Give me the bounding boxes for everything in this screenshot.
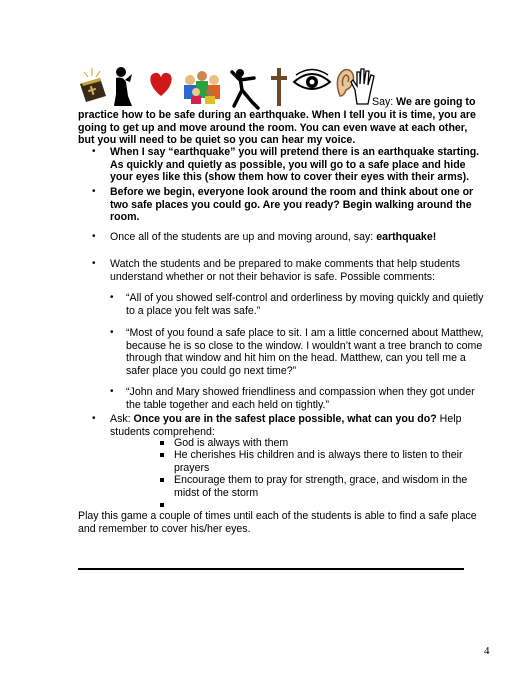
bullet-bold-text: earthquake! xyxy=(376,231,437,243)
bullet-dot: • xyxy=(92,231,96,242)
bullet-before-we-begin xyxy=(110,186,473,224)
intro-line: but you will need to be quiet so you can hear my voice. xyxy=(78,134,356,147)
say-label: Say: xyxy=(372,96,397,108)
bullet-line: your eyes like this (show them how to cover their eyes with their arms). xyxy=(110,171,470,184)
sub-bullet-dot: • xyxy=(110,292,114,303)
sub-bullet-dot: • xyxy=(110,327,114,338)
comment-matthew xyxy=(126,327,483,377)
bible-icon xyxy=(78,66,108,106)
comment-line: because he is so close to the window. I wouldn’t want a tree branch to come xyxy=(126,339,483,352)
bullet-ask xyxy=(110,413,461,438)
ask-tail: Help xyxy=(436,413,462,425)
cross-icon xyxy=(268,66,290,110)
bullet-line: As quickly and quietly as possible, you will go to a safe place and hide xyxy=(110,158,466,171)
closing-paragraph xyxy=(78,510,477,535)
bullet-earthquake-instruction xyxy=(110,146,479,184)
comment-line: “Most of you found a safe place to sit. I am a little concerned about Matthew, xyxy=(126,327,484,339)
comprehend-line: midst of the storm xyxy=(174,486,259,499)
comprehend-line: prayers xyxy=(174,461,210,474)
closing-line: and remember to cover his/her eyes. xyxy=(78,522,251,535)
comment-self-control xyxy=(126,292,483,317)
intro-line: going to get up and move around the room. You can even wave at each other, xyxy=(78,121,468,134)
ask-line: students comprehend: xyxy=(110,425,215,438)
square-bullet xyxy=(160,478,164,482)
bullet-line: Watch the students and be prepared to make comments that help students xyxy=(110,258,460,270)
heart-icon xyxy=(146,66,176,102)
comprehend-item xyxy=(174,474,467,499)
group-of-children-icon xyxy=(180,66,224,106)
bullet-dot: • xyxy=(92,186,96,197)
icon-strip xyxy=(78,66,378,110)
square-bullet-empty xyxy=(160,503,164,507)
square-bullet xyxy=(160,441,164,445)
comprehend-line: Encourage them to pray for strength, grace, and wisdom in the xyxy=(174,474,468,486)
ask-label: Ask: xyxy=(110,413,134,425)
comment-line: the table together and each held on tightly.” xyxy=(126,398,329,411)
square-bullet xyxy=(160,453,164,457)
bullet-line: Before we begin, everyone look around the room and think about one or xyxy=(110,186,474,198)
comment-line: “John and Mary showed friendliness and compassion when they got under xyxy=(126,386,475,398)
ask-line xyxy=(110,413,461,426)
say-line xyxy=(372,96,475,108)
comment-line: to a place you felt was safe.” xyxy=(126,304,261,317)
page-number: 4 xyxy=(484,645,490,657)
exercising-figure-icon xyxy=(228,66,264,110)
comment-line: safer place you could go next time?” xyxy=(126,364,297,377)
bullet-line: When I say “earthquake” you will pretend there is an earthquake starting. xyxy=(110,146,480,158)
comprehend-item xyxy=(174,449,463,474)
bullet-dot: • xyxy=(92,146,96,157)
bullet-once-moving xyxy=(110,231,436,244)
comment-john-mary xyxy=(126,386,475,411)
sub-bullet-dot: • xyxy=(110,386,114,397)
comment-line: “All of you showed self-control and orderliness by moving quickly and quietly xyxy=(126,292,484,304)
intro-paragraph xyxy=(78,109,476,147)
comment-line: through that window and hit him on the head. Matthew, can you tell me a xyxy=(126,352,466,365)
bullet-dot: • xyxy=(92,258,96,269)
eye-icon xyxy=(292,66,332,96)
bullet-line: understand whether or not their behavior is safe. Possible comments: xyxy=(110,270,436,283)
comprehend-item xyxy=(174,437,288,450)
bullet-text: Once all of the students are up and moving around, say: xyxy=(110,231,377,243)
closing-line: Play this game a couple of times until each of the students is able to find a safe place xyxy=(78,510,477,522)
horizontal-rule xyxy=(78,568,464,570)
bullet-line: room. xyxy=(110,211,140,224)
bullet-line: two safe places you could go. Are you ready? Begin walking around the xyxy=(110,198,472,211)
say-bold-text: We are going to xyxy=(396,96,476,108)
comprehend-line: God is always with them xyxy=(174,437,289,449)
intro-line: practice how to be safe during an earthquake. When I tell you it is time, you are xyxy=(78,109,476,121)
comprehend-line: He cherishes His children and is always there to listen to their xyxy=(174,449,463,461)
bullet-watch-students xyxy=(110,258,460,283)
praying-figure-icon xyxy=(110,66,136,110)
ask-question: Once you are in the safest place possible, what can you do? xyxy=(133,413,437,425)
bullet-dot: • xyxy=(92,413,96,424)
